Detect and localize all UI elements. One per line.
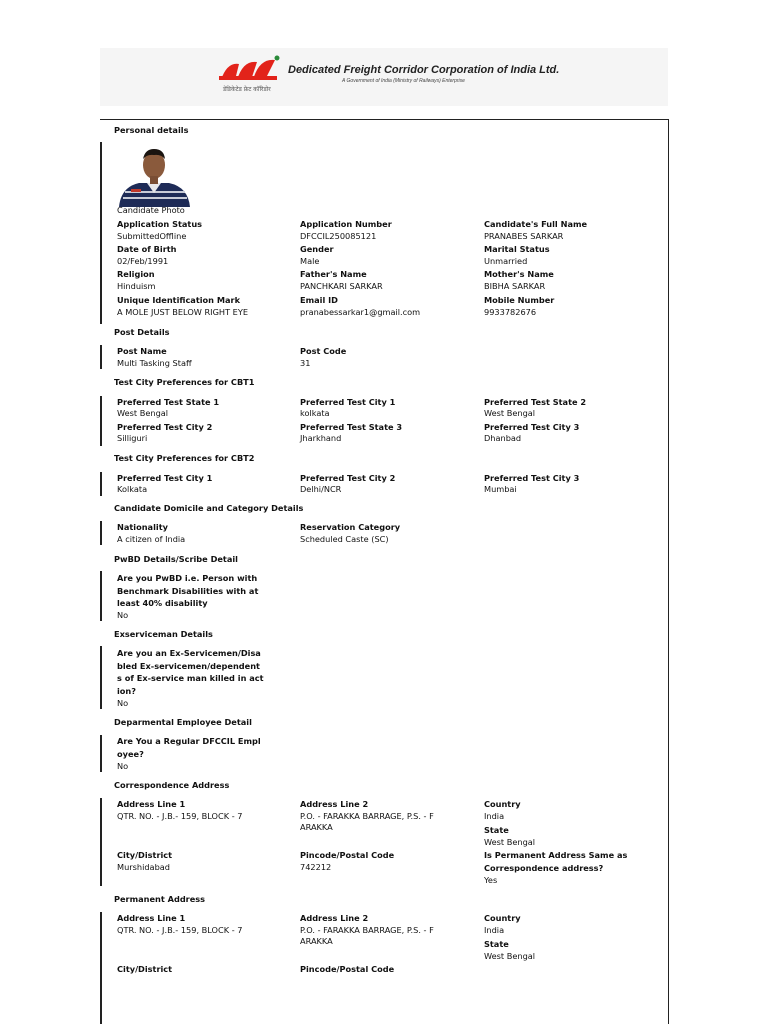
corr-pincode-value: 742212: [300, 862, 332, 872]
perm-state-value: West Bengal: [484, 951, 536, 961]
logo-hindi-text: डेडिकेटेड फ्रेट कॉरिडोर: [223, 86, 271, 93]
perm-line2-label: Address Line 2: [300, 913, 369, 923]
perm-line1-label: Address Line 1: [117, 913, 186, 923]
corr-city-label: City/District: [117, 850, 173, 860]
corr-country-label: Country: [484, 799, 521, 809]
corr-city-value: Murshidabad: [117, 862, 170, 872]
perm-pincode-label: Pincode/Postal Code: [300, 964, 395, 974]
mobile-value: 9933782676: [484, 307, 537, 317]
section-bar: [100, 396, 102, 446]
dob-label: Date of Birth: [117, 244, 177, 254]
departmental-question-line2: oyee?: [117, 749, 144, 759]
app-status-value: SubmittedOffline: [117, 231, 187, 241]
section-title-personal: Personal details: [114, 125, 189, 135]
corr-state-value: West Bengal: [484, 837, 536, 847]
post-code-value: 31: [300, 358, 311, 368]
section-bar: [100, 142, 102, 324]
exservice-question-line4: ion?: [117, 686, 137, 696]
section-bar: [100, 472, 102, 496]
corr-pincode-label: Pincode/Postal Code: [300, 850, 395, 860]
form-right-border: [668, 119, 669, 1024]
mother-label: Mother's Name: [484, 269, 554, 279]
perm-line1-value: QTR. NO. - J.B.- 159, BLOCK - 7: [117, 925, 243, 935]
category-value: Scheduled Caste (SC): [300, 534, 389, 544]
departmental-value: No: [117, 761, 129, 771]
category-label: Reservation Category: [300, 522, 401, 532]
cbt1-city3-value: Dhanbad: [484, 433, 522, 443]
corr-line2-value-1: P.O. - FARAKKA BARRAGE, P.S. - F: [300, 811, 434, 821]
photo-caption: Candidate Photo: [117, 205, 185, 215]
corr-line1-value: QTR. NO. - J.B.- 159, BLOCK - 7: [117, 811, 243, 821]
religion-label: Religion: [117, 269, 155, 279]
section-title-exservice: Exserviceman Details: [114, 629, 213, 639]
section-bar: [100, 521, 102, 545]
perm-country-label: Country: [484, 913, 521, 923]
perm-city-label: City/District: [117, 964, 173, 974]
full-name-label: Candidate's Full Name: [484, 219, 588, 229]
exservice-question-line2: bled Ex-servicemen/dependent: [117, 661, 260, 671]
section-bar: [100, 646, 102, 709]
cbt1-city2-label: Preferred Test City 2: [117, 422, 213, 432]
departmental-question-line1: Are You a Regular DFCCIL Empl: [117, 736, 261, 746]
mother-value: BIBHA SARKAR: [484, 281, 546, 291]
same-address-label-line1: Is Permanent Address Same as: [484, 850, 628, 860]
cbt2-city3-value: Mumbai: [484, 484, 517, 494]
section-title-permanent: Permanent Address: [114, 894, 206, 904]
cbt1-city1-label: Preferred Test City 1: [300, 397, 396, 407]
cbt1-city2-value: Silliguri: [117, 433, 148, 443]
marital-value: Unmarried: [484, 256, 528, 266]
corr-line1-label: Address Line 1: [117, 799, 186, 809]
corr-line2-label: Address Line 2: [300, 799, 369, 809]
section-title-post: Post Details: [114, 327, 170, 337]
pwbd-value: No: [117, 610, 129, 620]
perm-country-value: India: [484, 925, 505, 935]
cbt1-state1-value: West Bengal: [117, 408, 169, 418]
email-value: pranabessarkar1@gmail.com: [300, 307, 421, 317]
corr-line2-value-2: ARAKKA: [300, 822, 333, 832]
exservice-value: No: [117, 698, 129, 708]
father-value: PANCHKARI SARKAR: [300, 281, 383, 291]
section-bar: [100, 735, 102, 772]
corr-country-value: India: [484, 811, 505, 821]
cbt2-city2-value: Delhi/NCR: [300, 484, 342, 494]
cbt1-state3-value: Jharkhand: [300, 433, 342, 443]
pwbd-question-line1: Are you PwBD i.e. Person with: [117, 573, 258, 583]
section-title-correspondence: Correspondence Address: [114, 780, 230, 790]
app-status-label: Application Status: [117, 219, 203, 229]
cbt2-city2-label: Preferred Test City 2: [300, 473, 396, 483]
mobile-label: Mobile Number: [484, 295, 555, 305]
cbt2-city1-label: Preferred Test City 1: [117, 473, 213, 483]
father-label: Father's Name: [300, 269, 367, 279]
cbt2-city1-value: Kolkata: [117, 484, 148, 494]
org-name: Dedicated Freight Corridor Corporation of India Ltd.: [288, 64, 560, 76]
cbt1-city1-value: kolkata: [300, 408, 330, 418]
corr-state-label: State: [484, 825, 509, 835]
full-name-value: PRANABES SARKAR: [484, 231, 564, 241]
cbt1-city3-label: Preferred Test City 3: [484, 422, 580, 432]
app-number-label: Application Number: [300, 219, 392, 229]
post-name-label: Post Name: [117, 346, 167, 356]
nationality-value: A citizen of India: [117, 534, 186, 544]
post-code-label: Post Code: [300, 346, 347, 356]
section-title-cbt1: Test City Preferences for CBT1: [114, 377, 255, 387]
gender-label: Gender: [300, 244, 334, 254]
pwbd-question-line2: Benchmark Disabilities with at: [117, 586, 259, 596]
perm-line2-value-1: P.O. - FARAKKA BARRAGE, P.S. - F: [300, 925, 434, 935]
mark-label: Unique Identification Mark: [117, 295, 241, 305]
section-title-pwbd: PwBD Details/Scribe Detail: [114, 554, 238, 564]
cbt1-state1-label: Preferred Test State 1: [117, 397, 220, 407]
religion-value: Hinduism: [117, 281, 156, 291]
section-bar: [100, 912, 102, 1024]
pwbd-question-line3: least 40% disability: [117, 598, 208, 608]
cbt1-state2-label: Preferred Test State 2: [484, 397, 587, 407]
marital-label: Marital Status: [484, 244, 550, 254]
cbt1-state2-value: West Bengal: [484, 408, 536, 418]
section-bar: [100, 345, 102, 369]
cbt2-city3-label: Preferred Test City 3: [484, 473, 580, 483]
same-address-value: Yes: [484, 875, 498, 885]
post-name-value: Multi Tasking Staff: [117, 358, 192, 368]
form-top-border: [100, 119, 669, 120]
candidate-photo: [117, 143, 192, 207]
section-title-domicile: Candidate Domicile and Category Details: [114, 503, 304, 513]
same-address-label-line2: Correspondence address?: [484, 863, 604, 873]
header-banner: [100, 48, 668, 106]
dfccil-logo-icon: [213, 50, 283, 98]
gender-value: Male: [300, 256, 320, 266]
cbt1-state3-label: Preferred Test State 3: [300, 422, 403, 432]
perm-line2-value-2: ARAKKA: [300, 936, 333, 946]
app-number-value: DFCCIL250085121: [300, 231, 377, 241]
dob-value: 02/Feb/1991: [117, 256, 169, 266]
section-bar: [100, 798, 102, 886]
nationality-label: Nationality: [117, 522, 168, 532]
section-bar: [100, 571, 102, 621]
perm-state-label: State: [484, 939, 509, 949]
org-subtitle: A Government of India (Ministry of Railways) Enterprise: [342, 78, 465, 84]
section-title-departmental: Deparmental Employee Detail: [114, 717, 252, 727]
mark-value: A MOLE JUST BELOW RIGHT EYE: [117, 307, 249, 317]
exservice-question-line1: Are you an Ex-Servicemen/Disa: [117, 648, 261, 658]
email-label: Email ID: [300, 295, 338, 305]
exservice-question-line3: s of Ex-service man killed in act: [117, 673, 264, 683]
section-title-cbt2: Test City Preferences for CBT2: [114, 453, 255, 463]
